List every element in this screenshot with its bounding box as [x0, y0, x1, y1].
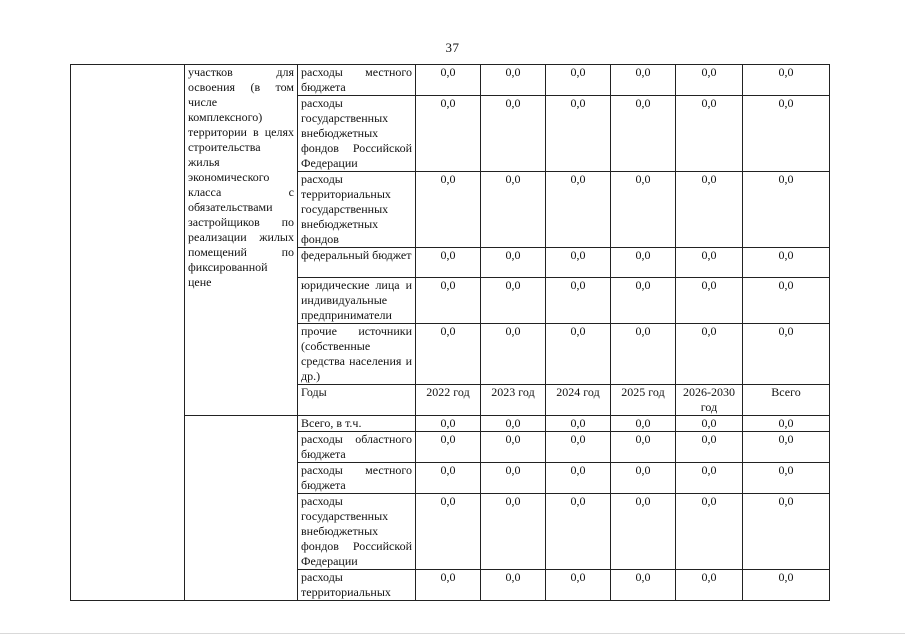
value-cell: 0,0	[416, 278, 481, 324]
value-cell: 0,0	[611, 172, 676, 248]
value-cell: 0,0	[416, 494, 481, 570]
year-column-header: 2025 год	[611, 385, 676, 416]
value-cell: 0,0	[416, 570, 481, 601]
value-cell: 0,0	[416, 65, 481, 96]
value-cell: 0,0	[611, 324, 676, 385]
value-cell: 0,0	[546, 570, 611, 601]
value-cell: 0,0	[743, 96, 830, 172]
value-cell: 0,0	[481, 278, 546, 324]
source-cell: расходы местного бюджета	[298, 463, 416, 494]
value-cell: 0,0	[611, 416, 676, 432]
value-cell: 0,0	[416, 324, 481, 385]
value-cell: 0,0	[676, 570, 743, 601]
value-cell: 0,0	[611, 65, 676, 96]
total-column-header: Всего	[743, 385, 830, 416]
year-column-header: 2024 год	[546, 385, 611, 416]
value-cell: 0,0	[743, 65, 830, 96]
source-cell: расходы местного бюджета	[298, 65, 416, 96]
empty-column-cell	[71, 65, 185, 601]
value-cell: 0,0	[416, 416, 481, 432]
value-cell: 0,0	[676, 172, 743, 248]
value-cell: 0,0	[743, 570, 830, 601]
page-bottom-edge	[0, 633, 905, 634]
value-cell: 0,0	[676, 432, 743, 463]
value-cell: 0,0	[546, 494, 611, 570]
source-cell: расходы территориальных государственных внебюджетных фондов	[298, 172, 416, 248]
value-cell: 0,0	[546, 432, 611, 463]
value-cell: 0,0	[676, 463, 743, 494]
value-cell: 0,0	[611, 570, 676, 601]
source-cell: федеральный бюджет	[298, 248, 416, 278]
value-cell: 0,0	[611, 248, 676, 278]
value-cell: 0,0	[676, 96, 743, 172]
value-cell: 0,0	[546, 96, 611, 172]
value-cell: 0,0	[481, 96, 546, 172]
value-cell: 0,0	[481, 324, 546, 385]
value-cell: 0,0	[481, 432, 546, 463]
value-cell: 0,0	[743, 278, 830, 324]
value-cell: 0,0	[546, 416, 611, 432]
value-cell: 0,0	[676, 278, 743, 324]
value-cell: 0,0	[481, 463, 546, 494]
value-cell: 0,0	[416, 248, 481, 278]
page-number: 37	[445, 40, 460, 55]
year-column-header: 2026-2030 год	[676, 385, 743, 416]
value-cell: 0,0	[546, 248, 611, 278]
value-cell: 0,0	[676, 416, 743, 432]
value-cell: 0,0	[676, 65, 743, 96]
value-cell: 0,0	[416, 96, 481, 172]
value-cell: 0,0	[481, 494, 546, 570]
value-cell: 0,0	[743, 432, 830, 463]
value-cell: 0,0	[611, 463, 676, 494]
table-row	[71, 65, 830, 96]
value-cell: 0,0	[416, 172, 481, 248]
value-cell: 0,0	[743, 248, 830, 278]
source-cell: расходы областного бюджета	[298, 432, 416, 463]
value-cell: 0,0	[611, 96, 676, 172]
source-cell: расходы территориальных	[298, 570, 416, 601]
value-cell: 0,0	[676, 324, 743, 385]
value-cell: 0,0	[546, 278, 611, 324]
value-cell: 0,0	[481, 172, 546, 248]
value-cell: 0,0	[416, 463, 481, 494]
value-cell: 0,0	[481, 416, 546, 432]
value-cell: 0,0	[546, 172, 611, 248]
source-cell: расходы государственных внебюджетных фондов Российской Федерации	[298, 96, 416, 172]
source-cell: расходы государственных внебюджетных фондов Российской Федерации	[298, 494, 416, 570]
item-name-cell-continued	[185, 416, 298, 601]
value-cell: 0,0	[546, 65, 611, 96]
value-cell: 0,0	[743, 494, 830, 570]
value-cell: 0,0	[546, 324, 611, 385]
value-cell: 0,0	[416, 432, 481, 463]
year-column-header: 2022 год	[416, 385, 481, 416]
value-cell: 0,0	[611, 278, 676, 324]
value-cell: 0,0	[676, 494, 743, 570]
years-label: Годы	[298, 385, 416, 416]
value-cell: 0,0	[743, 324, 830, 385]
source-cell: прочие источники (собственные средства населения и др.)	[298, 324, 416, 385]
value-cell: 0,0	[546, 463, 611, 494]
value-cell: 0,0	[743, 416, 830, 432]
value-cell: 0,0	[481, 65, 546, 96]
funding-table	[70, 64, 830, 601]
source-cell: Всего, в т.ч.	[298, 416, 416, 432]
value-cell: 0,0	[481, 570, 546, 601]
year-column-header: 2023 год	[481, 385, 546, 416]
value-cell: 0,0	[611, 494, 676, 570]
value-cell: 0,0	[743, 172, 830, 248]
value-cell: 0,0	[481, 248, 546, 278]
value-cell: 0,0	[743, 463, 830, 494]
value-cell: 0,0	[676, 248, 743, 278]
value-cell: 0,0	[611, 432, 676, 463]
item-name-cell: участков для освоения (в том числе комплексного) территории в целях строительства жилья экономического класса с обязательствами застройщиков по реализации жилых помещений по фиксированной цене	[185, 65, 298, 416]
table-row	[71, 416, 830, 432]
source-cell: юридические лица и индивидуальные предприниматели	[298, 278, 416, 324]
